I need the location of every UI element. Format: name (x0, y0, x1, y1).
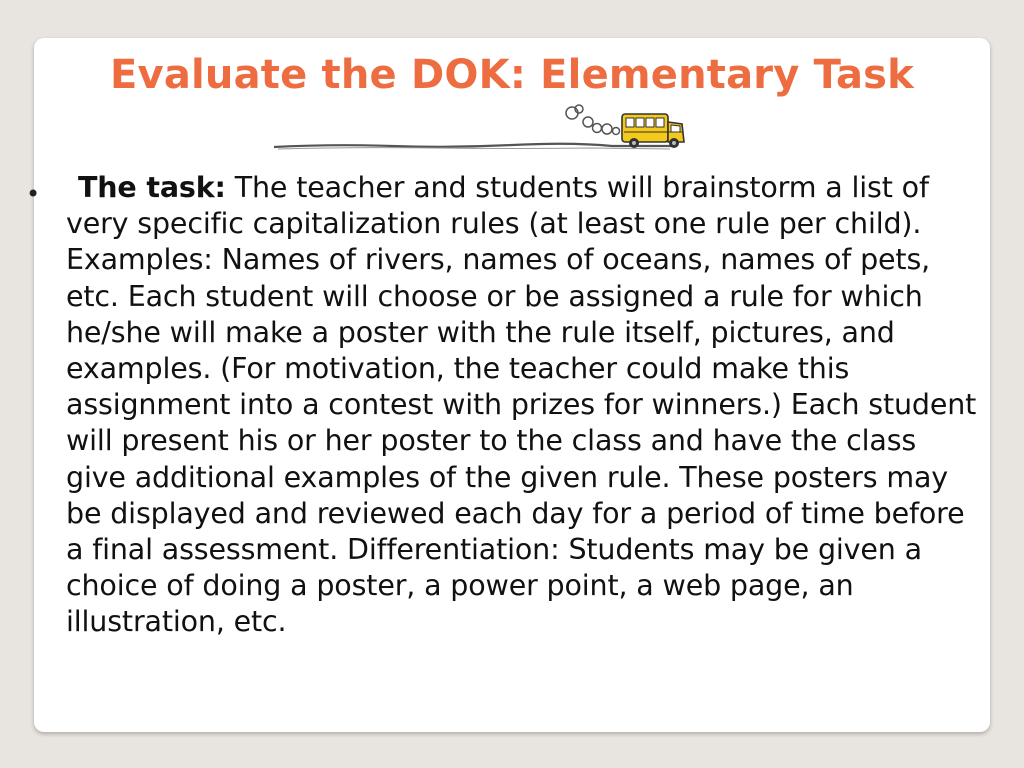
slide-title: Evaluate the DOK: Elementary Task (110, 52, 914, 98)
school-bus-icon (272, 102, 712, 154)
task-paragraph (66, 170, 981, 641)
task-label: The task: (78, 171, 226, 204)
slide (26, 38, 990, 732)
task-description: The teacher and students will brainstorm a list of very specific capitalization rules (at least one rule per child). Examples: Names of rivers, names of oceans, names of pets, etc. Each student will choose or be assigned a rule for which he/she will make a poster with the rule itself, pictures, and examples. (For motivation, the teacher could make this assignment into a contest with prizes for winners.) Each student will present his or her poster to the class and have the class give additional examples of the given rule. These posters may be displayed and reviewed each day for a period of time before a final assessment. Differentiation: Students may be given a choice of doing a poster, a power point, a web page, an illustration, etc. (66, 171, 977, 639)
bullet-marker: • (26, 180, 41, 208)
